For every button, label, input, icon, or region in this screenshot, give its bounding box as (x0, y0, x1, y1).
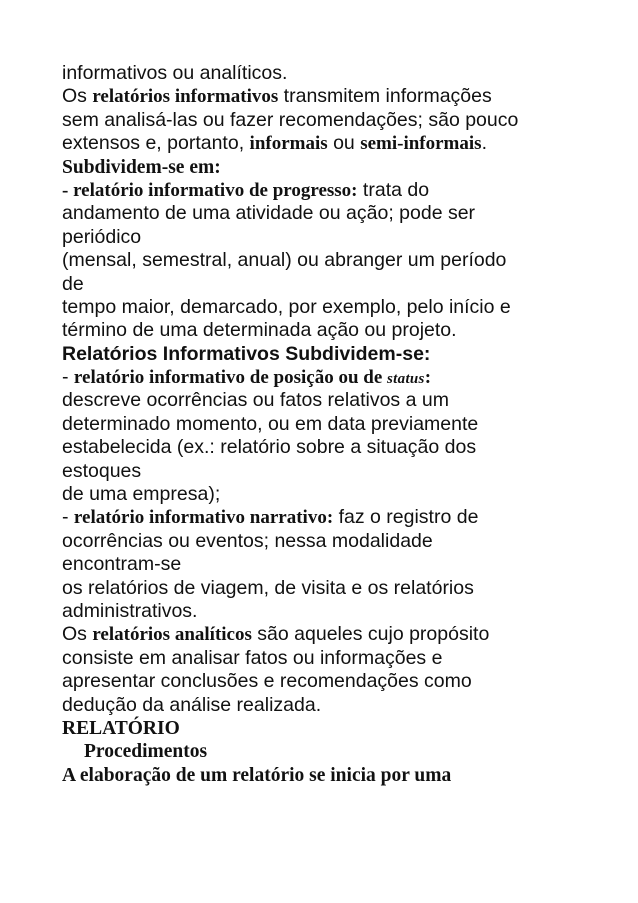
text-run: - (62, 366, 74, 389)
bold-term: relatório informativo narrativo: (73, 507, 334, 529)
text-line: administrativos. (62, 599, 198, 622)
text-run: faz o registro de (333, 506, 479, 529)
text-line (62, 366, 622, 389)
text-line: sem analisá-las ou fazer recomendações; são pouco (62, 108, 519, 131)
italic-term: status (387, 371, 425, 388)
text-run: extensos e, portanto, (62, 132, 250, 155)
text-line (62, 623, 622, 646)
text-line: (mensal, semestral, anual) ou abranger um período (62, 249, 507, 272)
text-run: . (481, 132, 487, 155)
text-line: consiste em analisar fatos ou informações e (62, 646, 443, 669)
text-run: Os (62, 85, 93, 108)
text-line: tempo maior, demarcado, por exemplo, pelo início e (62, 295, 511, 318)
bold-term: : (424, 367, 432, 389)
text-line: A elaboração de um relatório se inicia por uma (62, 764, 452, 786)
text-line: de uma empresa); (62, 483, 221, 506)
subsection-title: Procedimentos (84, 741, 208, 763)
text-line: informativos ou analíticos. (62, 62, 288, 84)
text-line (62, 132, 622, 155)
subheading: Subdividem-se em: (62, 156, 221, 178)
text-line: apresentar conclusões e recomendações como (62, 670, 472, 693)
text-line (62, 85, 622, 108)
text-line: ocorrências ou eventos; nessa modalidade (62, 529, 433, 552)
text-line: descreve ocorrências ou fatos relativos a um (62, 389, 449, 412)
bold-term: semi-informais (360, 133, 482, 155)
text-line: periódico (62, 225, 142, 248)
text-line (62, 506, 622, 529)
text-line: de (62, 272, 84, 295)
text-line: dedução da análise realizada. (62, 693, 322, 716)
document-page (62, 62, 622, 787)
text-line: os relatórios de viagem, de visita e os relatórios (62, 576, 474, 599)
text-run: ou (327, 132, 361, 155)
text-line (62, 179, 622, 202)
text-line: término de uma determinada ação ou projeto. (62, 319, 457, 342)
bold-term: relatórios informativos (92, 86, 279, 108)
text-run: trata do (357, 178, 430, 201)
text-run: transmitem informações (278, 85, 492, 108)
text-run: são aqueles cujo propósito (251, 623, 490, 646)
text-line: determinado momento, ou em data previamente (62, 412, 479, 435)
text-run: - (62, 506, 74, 529)
text-line: andamento de uma atividade ou ação; pode ser (62, 202, 476, 225)
bold-term: - relatório informativo de progresso: (62, 179, 358, 201)
text-line: estabelecida (ex.: relatório sobre a situação dos (62, 436, 477, 459)
section-title: RELATÓRIO (62, 717, 180, 739)
section-heading: Relatórios Informativos Subdividem-se: (62, 342, 431, 365)
text-line: estoques (62, 459, 142, 482)
bold-term: informais (249, 133, 328, 155)
bold-term: relatório informativo de posição ou de (73, 367, 388, 389)
text-run: Os (62, 623, 93, 646)
text-line: encontram-se (62, 553, 182, 576)
bold-term: relatórios analíticos (92, 624, 252, 646)
